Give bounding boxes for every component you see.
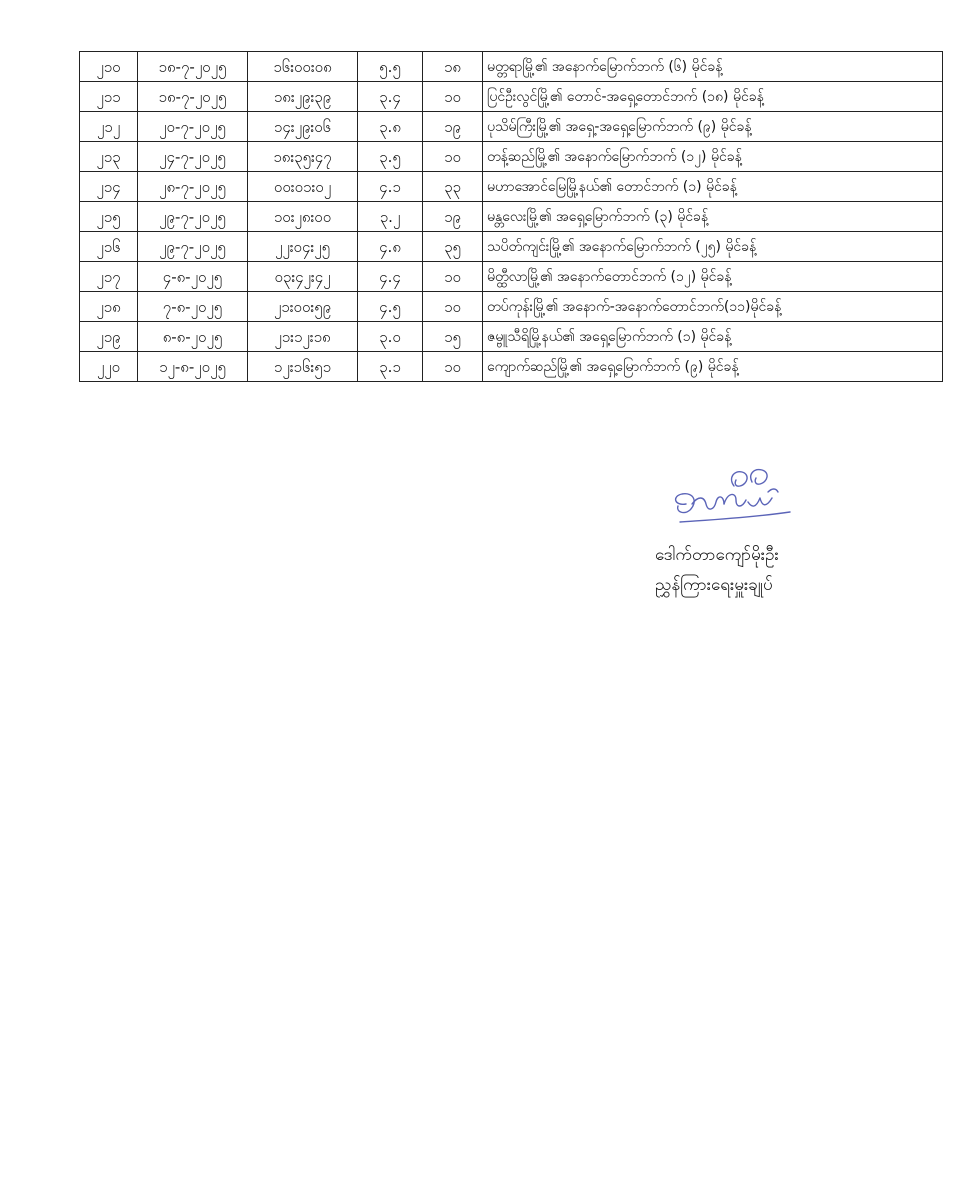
table-row bbox=[80, 232, 943, 262]
cell-date: ၇-၈-၂၀၂၅ bbox=[138, 292, 248, 322]
cell-location: ကျောက်ဆည်မြို့၏ အရှေ့မြောက်ဘက် (၉) မိုင်ခန့် bbox=[483, 352, 943, 382]
cell-date: ၁၈-၇-၂၀၂၅ bbox=[138, 52, 248, 82]
cell-location: တန့်ဆည်မြို့၏ အနောက်မြောက်ဘက် (၁၂) မိုင်ခန့် bbox=[483, 142, 943, 172]
cell-location: ဇမ္ဗူသီရိမြို့နယ်၏ အရှေ့မြောက်ဘက် (၁) မိုင်ခန့် bbox=[483, 322, 943, 352]
cell-magnitude: ၃.၅ bbox=[358, 142, 423, 172]
cell-number: ၂၁၆ bbox=[80, 232, 138, 262]
table-row bbox=[80, 112, 943, 142]
table-row bbox=[80, 52, 943, 82]
cell-time: ၂၁း၁၂း၁၈ bbox=[248, 322, 358, 352]
table-body bbox=[80, 52, 943, 382]
cell-date: ၂၀-၇-၂၀၂၅ bbox=[138, 112, 248, 142]
cell-location: ပြင်ဦးလွင်မြို့၏ တောင်-အရှေ့တောင်ဘက် (၁၈) မိုင်ခန့် bbox=[483, 82, 943, 112]
cell-number: ၂၁၅ bbox=[80, 202, 138, 232]
table-row bbox=[80, 142, 943, 172]
cell-time: ၂၂း၀၄း၂၅ bbox=[248, 232, 358, 262]
cell-number: ၂၁၇ bbox=[80, 262, 138, 292]
cell-depth: ၁၀ bbox=[423, 82, 483, 112]
cell-depth: ၁၀ bbox=[423, 142, 483, 172]
cell-magnitude: ၅.၅ bbox=[358, 52, 423, 82]
table-row bbox=[80, 322, 943, 352]
cell-depth: ၃၃ bbox=[423, 172, 483, 202]
cell-number: ၂၁၂ bbox=[80, 112, 138, 142]
cell-depth: ၁၅ bbox=[423, 322, 483, 352]
cell-location: မိတ္ထီလာမြို့၏ အနောက်တောင်ဘက် (၁၂) မိုင်ခန့် bbox=[483, 262, 943, 292]
cell-date: ၈-၈-၂၀၂၅ bbox=[138, 322, 248, 352]
cell-time: ၁၂း၁၆း၅၁ bbox=[248, 352, 358, 382]
table-row bbox=[80, 262, 943, 292]
cell-magnitude: ၃.၄ bbox=[358, 82, 423, 112]
cell-number: ၂၁၃ bbox=[80, 142, 138, 172]
cell-magnitude: ၃.၂ bbox=[358, 202, 423, 232]
cell-number: ၂၁၀ bbox=[80, 52, 138, 82]
cell-magnitude: ၃.၈ bbox=[358, 112, 423, 142]
cell-magnitude: ၄.၁ bbox=[358, 172, 423, 202]
cell-number: ၂၁၈ bbox=[80, 292, 138, 322]
handwritten-signature bbox=[668, 462, 798, 532]
cell-number: ၂၂၀ bbox=[80, 352, 138, 382]
cell-date: ၄-၈-၂၀၂၅ bbox=[138, 262, 248, 292]
cell-date: ၂၈-၇-၂၀၂၅ bbox=[138, 172, 248, 202]
cell-magnitude: ၄.၈ bbox=[358, 232, 423, 262]
cell-magnitude: ၃.၀ bbox=[358, 322, 423, 352]
cell-time: ၁၀း၂၈း၀၀ bbox=[248, 202, 358, 232]
cell-magnitude: ၄.၄ bbox=[358, 262, 423, 292]
cell-time: ၀၃း၄၂း၄၂ bbox=[248, 262, 358, 292]
cell-location: ပုသိမ်ကြီးမြို့၏ အရှေ့-အရှေ့မြောက်ဘက် (၉) မိုင်ခန့် bbox=[483, 112, 943, 142]
cell-number: ၂၁၄ bbox=[80, 172, 138, 202]
signatory-title: ညွှန်ကြားရေးမှူးချုပ် bbox=[655, 575, 773, 595]
table-row bbox=[80, 82, 943, 112]
cell-time: ၁၈း၂၉း၃၉ bbox=[248, 82, 358, 112]
cell-magnitude: ၃.၁ bbox=[358, 352, 423, 382]
cell-depth: ၁၀ bbox=[423, 262, 483, 292]
cell-depth: ၁၀ bbox=[423, 352, 483, 382]
table-row bbox=[80, 172, 943, 202]
cell-number: ၂၁၁ bbox=[80, 82, 138, 112]
signatory-block bbox=[655, 540, 905, 600]
cell-time: ၀၀း၀၁း၀၂ bbox=[248, 172, 358, 202]
cell-location: မတ္တရာမြို့၏ အနောက်မြောက်ဘက် (၆) မိုင်ခန့် bbox=[483, 52, 943, 82]
earthquake-records-table bbox=[79, 51, 943, 382]
table-row bbox=[80, 352, 943, 382]
cell-time: ၁၆း၀၀း၀၈ bbox=[248, 52, 358, 82]
cell-depth: ၁၉ bbox=[423, 112, 483, 142]
cell-magnitude: ၄.၅ bbox=[358, 292, 423, 322]
cell-location: မန္တလေးမြို့၏ အရှေ့မြောက်ဘက် (၃) မိုင်ခန့် bbox=[483, 202, 943, 232]
cell-time: ၁၄း၂၉း၀၆ bbox=[248, 112, 358, 142]
cell-number: ၂၁၉ bbox=[80, 322, 138, 352]
table-row bbox=[80, 292, 943, 322]
cell-depth: ၁၉ bbox=[423, 202, 483, 232]
cell-depth: ၃၅ bbox=[423, 232, 483, 262]
cell-depth: ၁၀ bbox=[423, 292, 483, 322]
cell-time: ၂၁း၀၀း၅၉ bbox=[248, 292, 358, 322]
cell-date: ၁၂-၈-၂၀၂၅ bbox=[138, 352, 248, 382]
table-row bbox=[80, 202, 943, 232]
cell-date: ၂၉-၇-၂၀၂၅ bbox=[138, 202, 248, 232]
cell-date: ၁၈-၇-၂၀၂၅ bbox=[138, 82, 248, 112]
cell-location: မဟာအောင်မြေမြို့နယ်၏ တောင်ဘက် (၁) မိုင်ခန့် bbox=[483, 172, 943, 202]
cell-date: ၂၉-၇-၂၀၂၅ bbox=[138, 232, 248, 262]
cell-time: ၁၈း၃၅း၄၇ bbox=[248, 142, 358, 172]
cell-date: ၂၄-၇-၂၀၂၅ bbox=[138, 142, 248, 172]
cell-depth: ၁၈ bbox=[423, 52, 483, 82]
cell-location: တပ်ကုန်းမြို့၏ အနောက်-အနောက်တောင်ဘက်(၁၁)မိုင်ခန့် bbox=[483, 292, 943, 322]
signatory-name: ဒေါက်တာကျော်မိုးဦး bbox=[655, 545, 779, 565]
cell-location: သပိတ်ကျင်းမြို့၏ အနောက်မြောက်ဘက် (၂၅) မိုင်ခန့် bbox=[483, 232, 943, 262]
